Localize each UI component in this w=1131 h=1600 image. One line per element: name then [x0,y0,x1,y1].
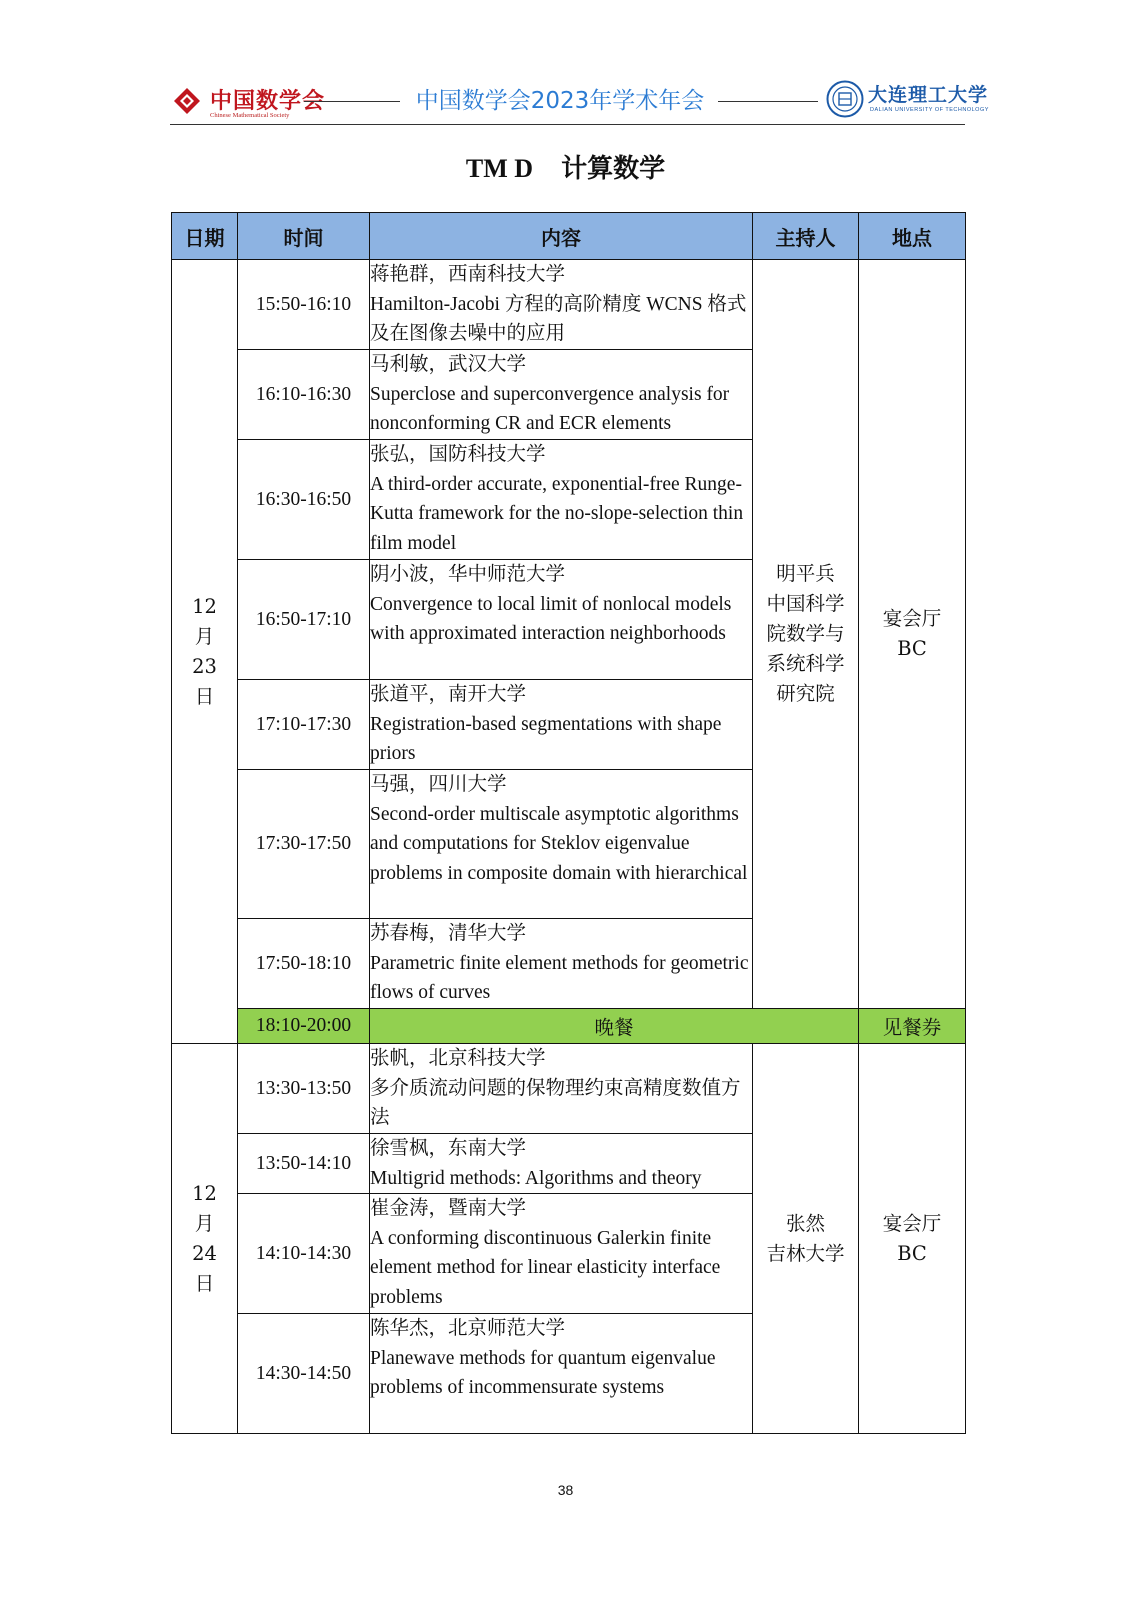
speaker: 阴小波，华中师范大学 [370,564,566,585]
speaker: 蒋艳群，西南科技大学 [370,264,566,285]
header-divider-right [718,101,818,102]
conference-title: 中国数学会2023年学术年会 [415,88,705,114]
talk-title: Hamilton-Jacobi 方程的高阶精度 WCNS 格式及在图像去噪中的应用 [370,293,747,344]
time-cell: 15:50-16:10 [238,260,370,350]
speaker: 陈华杰，北京师范大学 [370,1318,566,1339]
page-number: 38 [557,1482,574,1498]
talk-cell [370,1044,753,1134]
dinner-label: 晚餐 [370,1009,859,1044]
speaker: 张弘，国防科技大学 [370,444,546,465]
cms-diamond-icon [174,88,200,114]
table-header-row [172,213,966,260]
time-cell: 13:30-13:50 [238,1044,370,1134]
talk-cell [370,1194,753,1314]
schedule-table [171,212,966,1434]
date-cell-day2: 12 月 24 日 [172,1044,238,1434]
time-cell: 13:50-14:10 [238,1134,370,1194]
time-cell: 14:30-14:50 [238,1314,370,1434]
talk-cell [370,260,753,350]
session-name: 计算数学 [561,154,666,184]
talk-title: Planewave methods for quantum eigenvalue problems of incommensurate systems [370,1347,716,1398]
talk-title: Convergence to local limit of nonlocal models with approximated interaction neighborhoods [370,593,732,644]
table-row [172,260,966,350]
col-header-time: 时间 [238,213,370,260]
date-cell-day1: 12 月 23 日 [172,260,238,1044]
time-cell: 17:50-18:10 [238,919,370,1009]
col-header-date: 日期 [172,213,238,260]
speaker: 崔金涛，暨南大学 [370,1198,527,1219]
dut-name: 大连理工大学 [868,84,989,106]
talk-title: Second-order multiscale asymptotic algorithms and computations for Steklov eigenvalue problems in composite domain with hierarchical [370,803,748,884]
talk-title: 多介质流动问题的保物理约束高精度数值方法 [370,1077,741,1128]
talk-cell [370,440,753,560]
dut-logo [826,78,989,124]
place-cell-day1: 宴会厅 BC [859,260,966,1009]
speaker: 苏春梅，清华大学 [370,923,527,944]
talk-cell [370,1134,753,1194]
talk-cell [370,919,753,1009]
speaker: 马强，四川大学 [370,774,507,795]
dinner-row [172,1009,966,1044]
table-row [172,1044,966,1134]
time-cell: 16:30-16:50 [238,440,370,560]
place-cell-day2: 宴会厅 BC [859,1044,966,1434]
header-rule [170,124,965,125]
time-cell: 16:10-16:30 [238,350,370,440]
talk-title: Parametric finite element methods for geometric flows of curves [370,952,749,1003]
session-code: TM D [465,154,534,183]
time-cell: 17:10-17:30 [238,680,370,770]
talk-cell [370,770,753,919]
speaker: 张道平，南开大学 [370,684,527,705]
col-header-place: 地点 [859,213,966,260]
page-header [170,78,989,126]
talk-title: Registration-based segmentations with shape priors [370,713,722,764]
talk-title: A conforming discontinuous Galerkin finite element method for linear elasticity interface problems [370,1227,721,1308]
speaker: 马利敏，武汉大学 [370,354,527,375]
talk-cell [370,350,753,440]
cms-logo [174,84,326,124]
dinner-place: 见餐券 [859,1009,966,1044]
col-header-content: 内容 [370,213,753,260]
talk-title: Multigrid methods: Algorithms and theory [370,1167,702,1189]
talk-cell [370,680,753,770]
time-cell: 14:10-14:30 [238,1194,370,1314]
talk-cell [370,560,753,680]
page-title [0,148,1131,185]
time-cell: 17:30-17:50 [238,770,370,919]
talk-cell [370,1314,753,1434]
cms-name: 中国数学会 [210,88,326,114]
cms-english-name: Chinese Mathematical Society [210,112,290,119]
talk-title: A third-order accurate, exponential-free Runge-Kutta framework for the no-slope-selection thin film model [370,473,744,554]
dut-seal-icon [826,80,864,118]
speaker: 张帆，北京科技大学 [370,1048,546,1069]
col-header-host: 主持人 [753,213,859,260]
dut-english-name: DALIAN UNIVERSITY OF TECHNOLOGY [870,107,989,113]
talk-title: Superclose and superconvergence analysis for nonconforming CR and ECR elements [370,383,730,434]
header-divider-left [304,101,400,102]
host-cell-day2: 张然 吉林大学 [753,1044,859,1434]
speaker: 徐雪枫，东南大学 [370,1138,527,1159]
host-cell-day1: 明平兵 中国科学 院数学与 系统科学 研究院 [753,260,859,1009]
time-cell: 16:50-17:10 [238,560,370,680]
dinner-time: 18:10-20:00 [238,1009,370,1044]
